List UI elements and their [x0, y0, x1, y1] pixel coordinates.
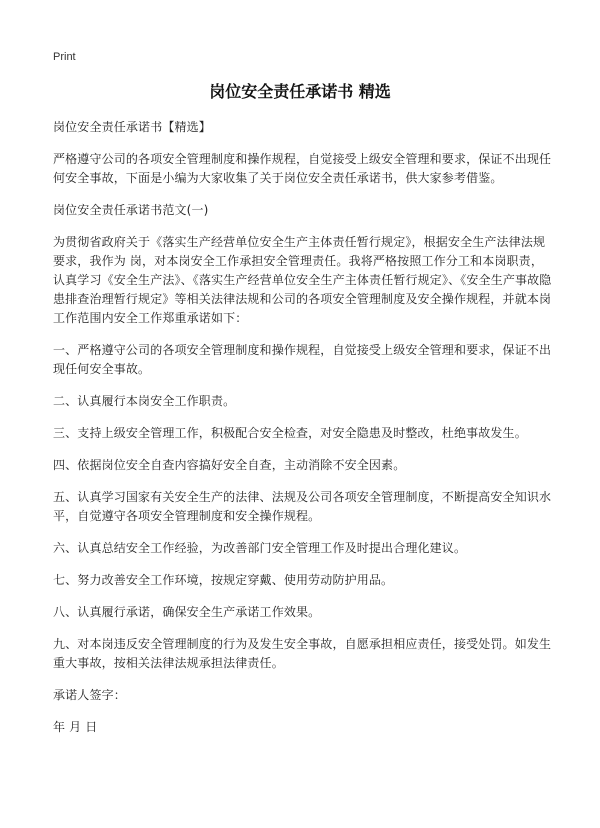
commitment-item-3: 三、支持上级安全管理工作，积极配合安全检查，对安全隐患及时整改，杜绝事故发生。	[53, 426, 527, 440]
document-body	[53, 118, 553, 750]
print-link[interactable]: Print	[53, 51, 76, 63]
section-heading: 岗位安全责任承诺书范文(一)	[53, 203, 209, 217]
date-line: 年 月 日	[53, 720, 98, 734]
commitment-item-4: 四、依据岗位安全自查内容搞好安全自查，主动消除不安全因素。	[53, 458, 406, 472]
commitment-item-7: 七、努力改善安全工作环境，按规定穿戴、使用劳动防护用品。	[53, 573, 394, 587]
commitment-item-2: 二、认真履行本岗安全工作职责。	[53, 394, 236, 408]
commitment-item-8: 八、认真履行承诺，确保安全生产承诺工作效果。	[53, 605, 321, 619]
commitment-item-9: 九、对本岗违反安全管理制度的行为及发生安全事故，自愿承担相应责任，接受处罚。如发生重大事故，按相关法律法规承担法律责任。	[53, 637, 552, 670]
commitment-item-6: 六、认真总结安全工作经验，为改善部门安全管理工作及时提出合理化建议。	[53, 541, 467, 555]
preamble-paragraph: 为贯彻省政府关于《落实生产经营单位安全生产主体责任暂行规定》，根据安全生产法律法规要求，我作为 岗，对本岗安全工作承担安全管理责任。我将严格按照工作分工和本岗职责，认真学习《安全生产法》、《落实生产经营单位安全生产主体责任暂行规定》、《安全生产事故隐患排查治理暂行规定》等相关法律法规和公司的各项安全管理制度及安全操作规程，并就本岗工作范围内安全工作郑重承诺如下：	[53, 235, 552, 325]
document-subtitle: 岗位安全责任承诺书【精选】	[53, 120, 211, 134]
signature-line: 承诺人签字：	[53, 688, 126, 702]
document-title: 岗位安全责任承诺书 精选	[209, 82, 391, 101]
commitment-item-5: 五、认真学习国家有关安全生产的法律、法规及公司各项安全管理制度，不断提高安全知识水平，自觉遵守各项安全管理制度和安全操作规程。	[53, 490, 552, 523]
commitment-item-1: 一、严格遵守公司的各项安全管理制度和操作规程，自觉接受上级安全管理和要求，保证不出现任何安全事故。	[53, 343, 552, 376]
intro-paragraph: 严格遵守公司的各项安全管理制度和操作规程，自觉接受上级安全管理和要求，保证不出现任何安全事故，下面是小编为大家收集了关于岗位安全责任承诺书，供大家参考借鉴。	[53, 152, 552, 185]
